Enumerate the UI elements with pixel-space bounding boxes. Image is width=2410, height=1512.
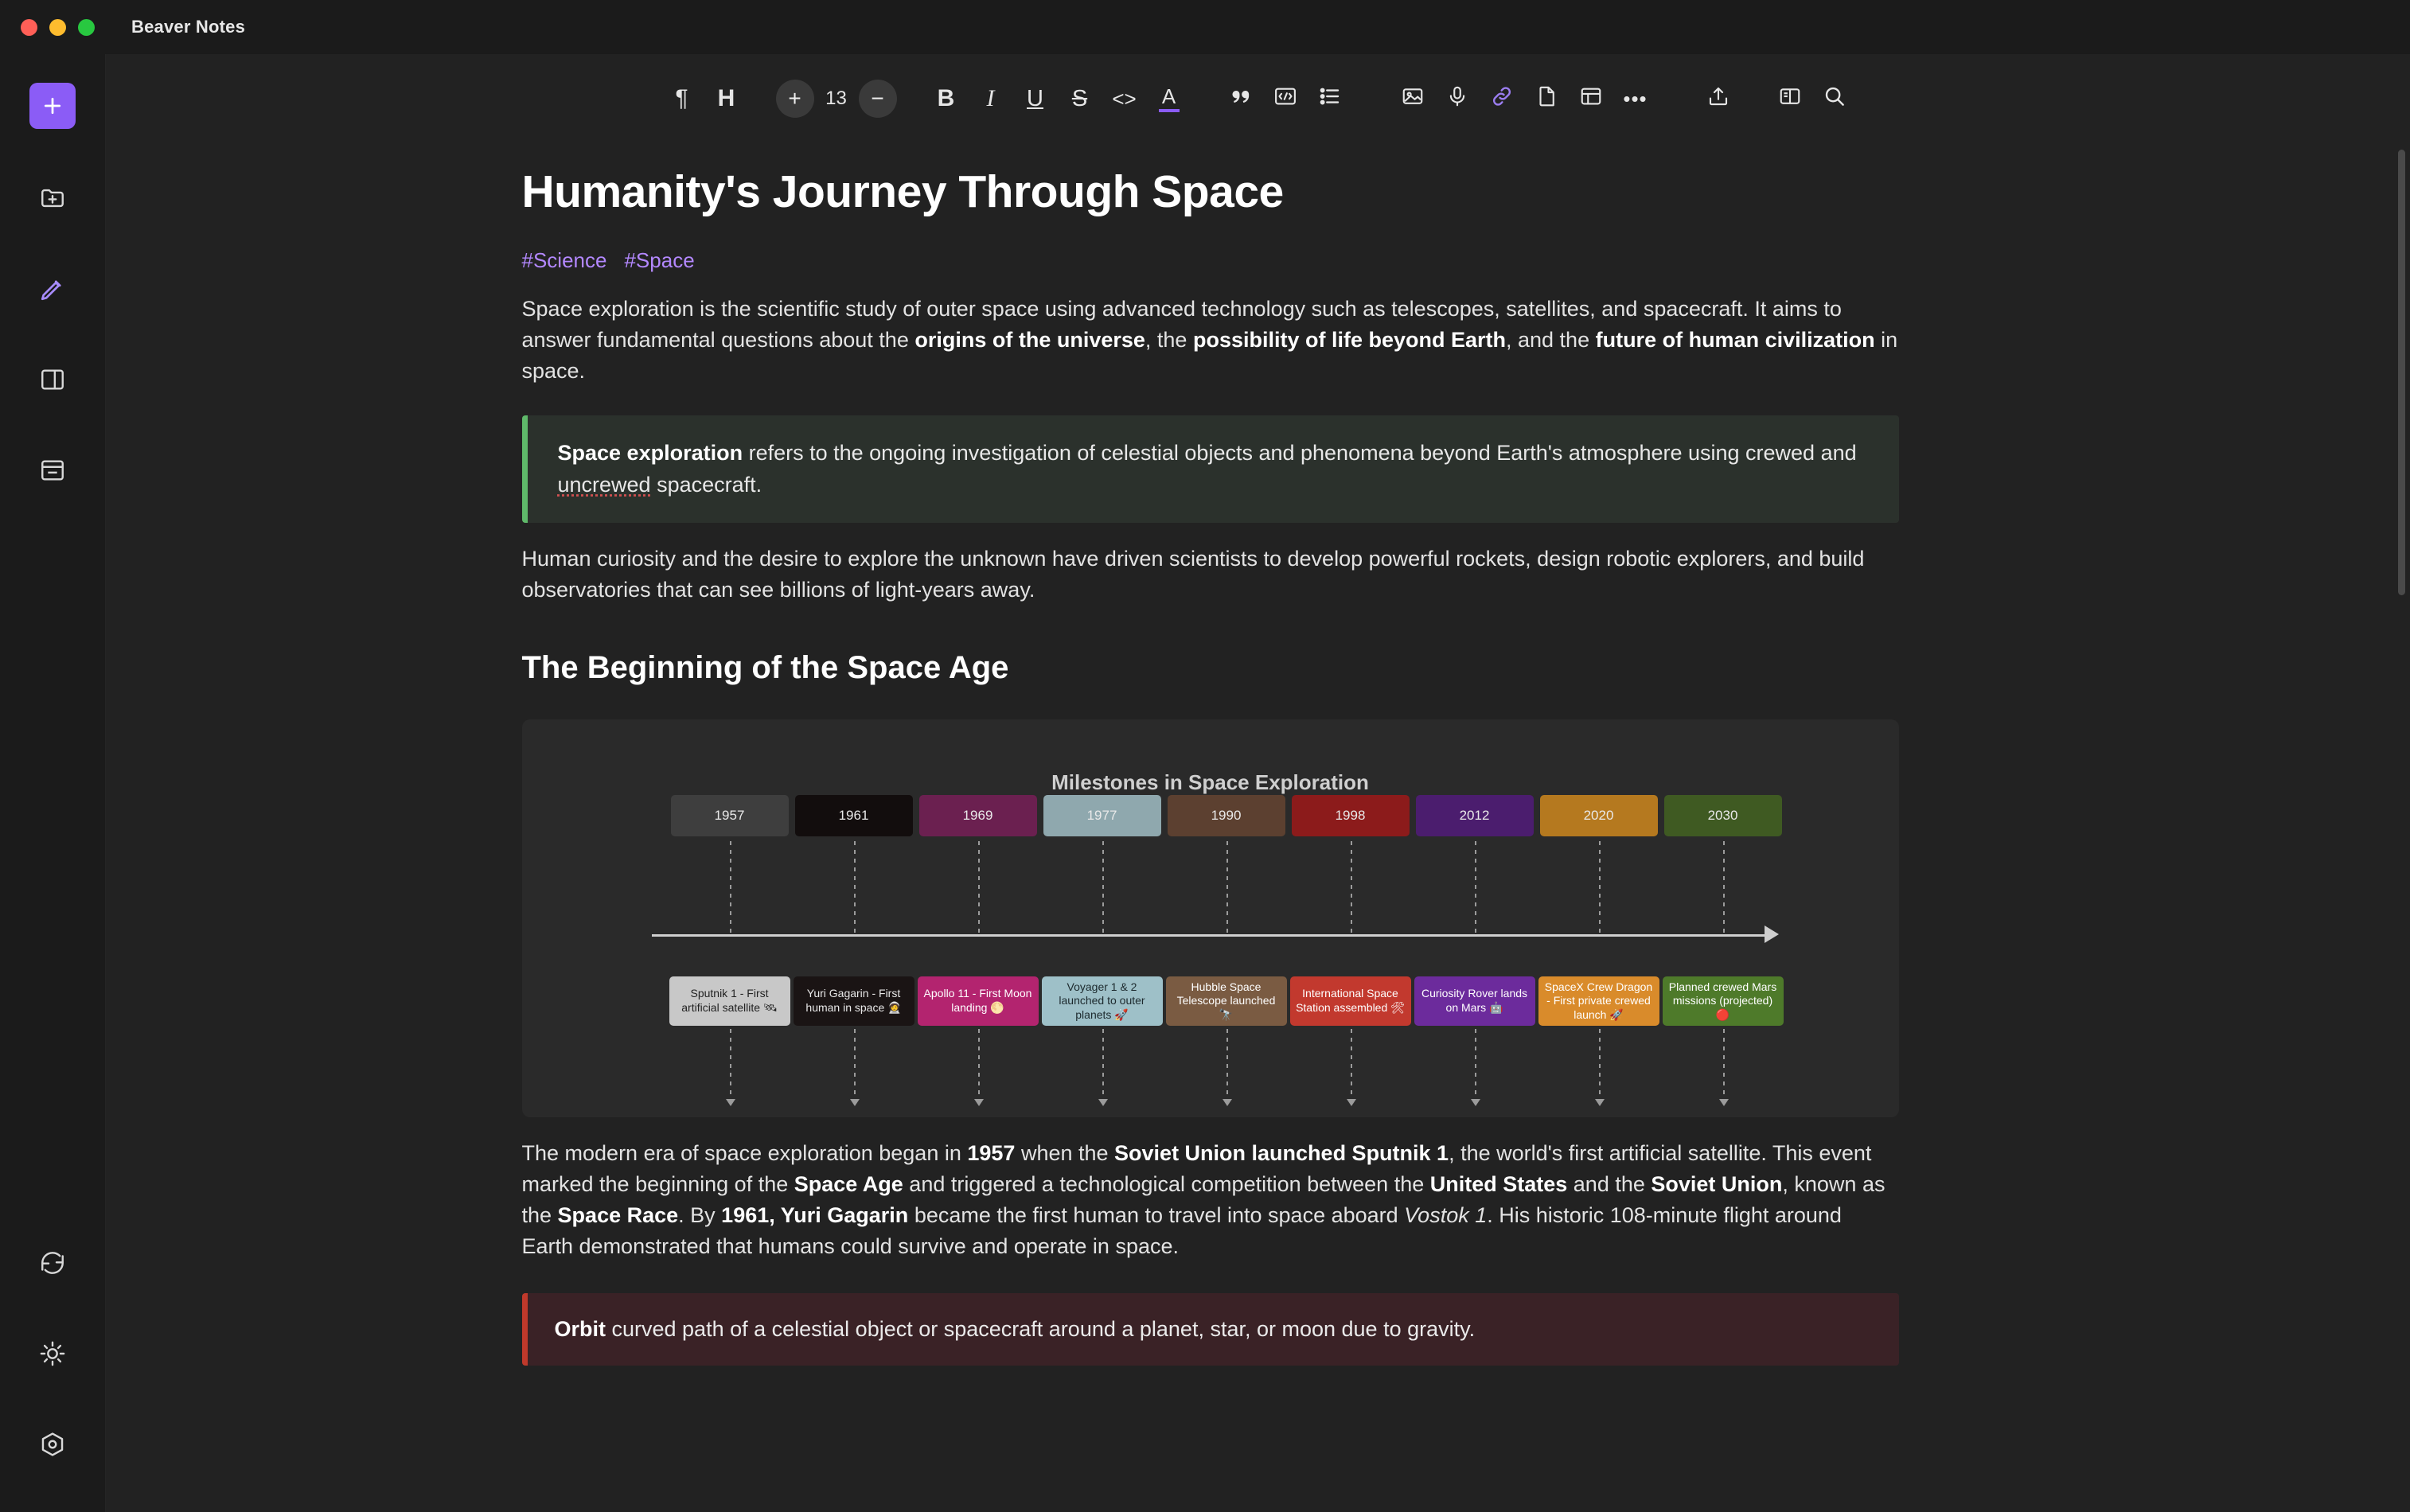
settings-icon (39, 1431, 66, 1458)
editor-toolbar (106, 54, 2410, 143)
toolbar-block-elements-group (1219, 76, 1352, 121)
modern-part-5: Space Age (794, 1172, 903, 1197)
bold-button[interactable]: B (937, 85, 955, 111)
underline-button[interactable]: U (1027, 85, 1043, 111)
timeline-tick-arrow-2 (974, 1099, 984, 1106)
italic-button[interactable]: I (986, 85, 995, 111)
orbit-term: Orbit (554, 1316, 606, 1341)
timeline-tick-arrow-8 (1719, 1099, 1729, 1106)
timeline-figure[interactable] (522, 719, 1899, 1117)
tag-space[interactable]: #Space (624, 248, 695, 272)
timeline-label-3: Voyager 1 & 2 launched to outer planets 🚀 (1042, 976, 1163, 1026)
timeline-tick-down-6 (1475, 1029, 1476, 1101)
bullet-list-button[interactable] (1308, 76, 1352, 121)
orbit-text: curved path of a celestial object or spacecraft around a planet, star, or moon due to gravity. (606, 1316, 1476, 1341)
title-bar (0, 0, 2410, 54)
timeline-year-1969: 1969 (919, 795, 1037, 836)
modern-part-13: 1961, Yuri Gagarin (721, 1203, 909, 1228)
timeline-chart (590, 795, 1831, 1097)
timeline-tick-arrow-1 (850, 1099, 860, 1106)
callout-text (558, 438, 1872, 500)
quote-icon (1230, 85, 1252, 113)
insert-file-button[interactable] (1524, 76, 1569, 121)
timeline-tick-up-3 (1102, 841, 1104, 937)
sidebar-item-settings[interactable] (29, 1421, 76, 1467)
timeline-year-2030: 2030 (1664, 795, 1782, 836)
timeline-tick-down-2 (978, 1029, 980, 1101)
font-size-stepper (776, 80, 897, 118)
sidebar (0, 54, 106, 1512)
timeline-tick-arrow-7 (1595, 1099, 1605, 1106)
callout-text-before: refers to the ongoing investigation of celestial objects and phenomena beyond Earth's atmosphere using crewed and (743, 441, 1857, 466)
timeline-tick-up-2 (978, 841, 980, 937)
modern-part-4: , the world's first artificial satellite. This event marked the beginning of the (521, 1140, 1872, 1197)
timeline-label-5: International Space Station assembled 🛠 (1290, 976, 1411, 1026)
timeline-axis-arrow (1765, 926, 1779, 943)
archive-icon (39, 457, 66, 484)
section-heading-space-age: The Beginning of the Space Age (521, 649, 1009, 685)
app-title: Beaver Notes (131, 17, 246, 37)
minimize-window-button[interactable] (49, 19, 66, 36)
modern-part-7: United States (1429, 1172, 1568, 1197)
curiosity-paragraph: Human curiosity and the desire to explore the unknown have driven scientists to develop powerful rockets, design robotic explorers, and build observatories that can see billions of light-years away. (521, 546, 1865, 602)
sidebar-item-theme[interactable] (29, 1331, 76, 1377)
toolbar-actions-group (1696, 76, 1857, 121)
reader-icon (1778, 84, 1802, 114)
close-window-button[interactable] (21, 19, 37, 36)
insert-link-button[interactable] (1480, 76, 1524, 121)
timeline-label-8: Planned crewed Mars missions (projected) 🔴 (1663, 976, 1784, 1026)
sidebar-item-edit[interactable] (29, 266, 76, 312)
intro-part-2: , the (1145, 328, 1193, 353)
microphone-icon (1445, 84, 1469, 114)
intro-part-5: future of human civilization (1595, 328, 1875, 353)
paragraph-style-button[interactable]: ¶ (675, 85, 688, 111)
timeline-label-6: Curiosity Rover lands on Mars 🤖 (1414, 976, 1535, 1026)
timeline-tick-arrow-4 (1223, 1099, 1232, 1106)
timeline-label-7: SpaceX Crew Dragon - First private crewed launch 🚀 (1538, 976, 1659, 1026)
timeline-tick-down-8 (1723, 1029, 1725, 1101)
tag-science[interactable]: #Science (521, 248, 607, 272)
folder-plus-icon (39, 185, 66, 212)
vertical-scrollbar[interactable] (2398, 150, 2405, 595)
font-size-increase-button[interactable]: + (776, 80, 814, 118)
timeline-tick-arrow-0 (726, 1099, 735, 1106)
timeline-year-1990: 1990 (1168, 795, 1285, 836)
heading-style-button[interactable]: H (717, 85, 735, 111)
modern-part-14: became the first human to travel into space aboard (908, 1203, 1405, 1228)
code-block-icon (1273, 84, 1297, 114)
timeline-tick-down-1 (854, 1029, 856, 1101)
search-icon (1823, 84, 1846, 114)
modern-part-16: . His historic 108-minute flight around Earth demonstrated that humans could survive and operate in space. (521, 1203, 1842, 1259)
figure-title: Milestones in Space Exploration (1051, 770, 1369, 794)
callout-term: Space exploration (557, 441, 743, 466)
timeline-tick-up-5 (1351, 841, 1352, 937)
definition-callout (522, 415, 1899, 522)
modern-part-1: 1957 (967, 1140, 1016, 1165)
modern-part-11: Space Race (557, 1203, 679, 1228)
modern-part-15: Vostok 1 (1404, 1203, 1488, 1228)
modern-part-2: when the (1015, 1140, 1115, 1165)
intro-part-1: origins of the universe (914, 328, 1145, 353)
toolbar-block-group (660, 76, 749, 121)
font-size-decrease-button[interactable]: − (859, 80, 897, 118)
timeline-tick-down-7 (1599, 1029, 1601, 1101)
list-icon (1318, 84, 1342, 114)
share-button[interactable] (1696, 76, 1741, 121)
sidebar-item-archive[interactable] (29, 447, 76, 493)
intro-part-3: possibility of life beyond Earth (1192, 328, 1506, 353)
text-color-icon: A (1159, 86, 1180, 112)
toolbar-insert-group (1390, 76, 1658, 121)
timeline-label-4: Hubble Space Telescope launched 🔭 (1166, 976, 1287, 1026)
timeline-tick-arrow-3 (1098, 1099, 1108, 1106)
tag-list (522, 248, 1899, 273)
table-icon (1579, 84, 1603, 114)
intro-part-6: in space. (521, 328, 1898, 384)
sidebar-panel-icon (39, 366, 66, 393)
timeline-tick-up-7 (1599, 841, 1601, 937)
page-title: Humanity's Journey Through Space (521, 166, 1284, 217)
timeline-tick-down-5 (1351, 1029, 1352, 1101)
window-controls (21, 19, 95, 36)
sidebar-item-add-note[interactable] (29, 83, 76, 129)
image-icon (1401, 84, 1425, 114)
modern-part-8: and the (1567, 1172, 1652, 1197)
timeline-year-2012: 2012 (1416, 795, 1534, 836)
intro-part-4: , and the (1506, 328, 1596, 353)
app-body (0, 54, 2410, 1512)
timeline-year-1961: 1961 (795, 795, 913, 836)
timeline-year-2020: 2020 (1540, 795, 1658, 836)
callout-text-after: spacecraft. (650, 472, 762, 497)
timeline-tick-down-0 (730, 1029, 731, 1101)
main-area (106, 54, 2410, 1512)
timeline-label-0: Sputnik 1 - First artificial satellite 🛰 (669, 976, 790, 1026)
timeline-tick-down-4 (1226, 1029, 1228, 1101)
pencil-icon (39, 275, 66, 302)
timeline-label-2: Apollo 11 - First Moon landing 🌕 (918, 976, 1039, 1026)
timeline-tick-up-4 (1226, 841, 1228, 937)
file-icon (1535, 84, 1558, 114)
modern-part-12: . By (678, 1203, 722, 1228)
timeline-tick-arrow-5 (1347, 1099, 1356, 1106)
record-audio-button[interactable] (1435, 76, 1480, 121)
timeline-tick-up-0 (730, 841, 731, 937)
sun-icon (39, 1340, 66, 1367)
timeline-tick-down-3 (1102, 1029, 1104, 1101)
timeline-tick-up-1 (854, 841, 856, 937)
intro-paragraph (522, 294, 1899, 387)
modern-part-6: and triggered a technological competition between the (903, 1172, 1430, 1197)
timeline-tick-arrow-6 (1471, 1099, 1480, 1106)
note-page (522, 166, 1899, 1366)
modern-era-paragraph (522, 1138, 1899, 1263)
insert-image-button[interactable] (1390, 76, 1435, 121)
intro-part-0: Space exploration is the scientific study of outer space using advanced technology such as telescopes, satellites, and spacecraft. It aims to answer fundamental questions about the (521, 297, 1842, 353)
timeline-label-1: Yuri Gagarin - First human in space 🧑‍🚀 (794, 976, 914, 1026)
blockquote-button[interactable] (1219, 76, 1263, 121)
timeline-year-1977: 1977 (1043, 795, 1161, 836)
sync-icon (39, 1249, 66, 1276)
document-scroll-area[interactable] (106, 143, 2410, 1512)
more-options-button[interactable]: ••• (1623, 86, 1648, 111)
strikethrough-button[interactable]: S (1071, 85, 1088, 111)
timeline-axis (652, 934, 1769, 937)
sidebar-item-sync[interactable] (29, 1240, 76, 1286)
timeline-year-1998: 1998 (1292, 795, 1410, 836)
sidebar-item-new-folder[interactable] (29, 175, 76, 221)
callout-misspelled-word: uncrewed (557, 472, 651, 497)
timeline-tick-up-6 (1475, 841, 1476, 937)
inline-code-button[interactable]: <> (1112, 86, 1137, 111)
share-icon (1706, 84, 1730, 114)
plus-icon (41, 94, 64, 118)
link-icon (1490, 84, 1514, 114)
timeline-tick-up-8 (1723, 841, 1725, 937)
toolbar-format-group (924, 76, 1191, 121)
text-color-button[interactable] (1147, 76, 1191, 121)
sidebar-item-toggle-panel[interactable] (29, 357, 76, 403)
timeline-year-1957: 1957 (671, 795, 789, 836)
reader-mode-button[interactable] (1768, 76, 1812, 121)
modern-part-9: Soviet Union (1651, 1172, 1783, 1197)
maximize-window-button[interactable] (78, 19, 95, 36)
insert-table-button[interactable] (1569, 76, 1613, 121)
modern-part-0: The modern era of space exploration began in (521, 1140, 968, 1165)
orbit-callout (522, 1293, 1899, 1366)
code-block-button[interactable] (1263, 76, 1308, 121)
font-size-value: 13 (825, 88, 847, 109)
modern-part-3: Soviet Union launched Sputnik 1 (1114, 1140, 1449, 1165)
modern-part-10: , known as the (521, 1172, 1885, 1228)
search-button[interactable] (1812, 76, 1857, 121)
